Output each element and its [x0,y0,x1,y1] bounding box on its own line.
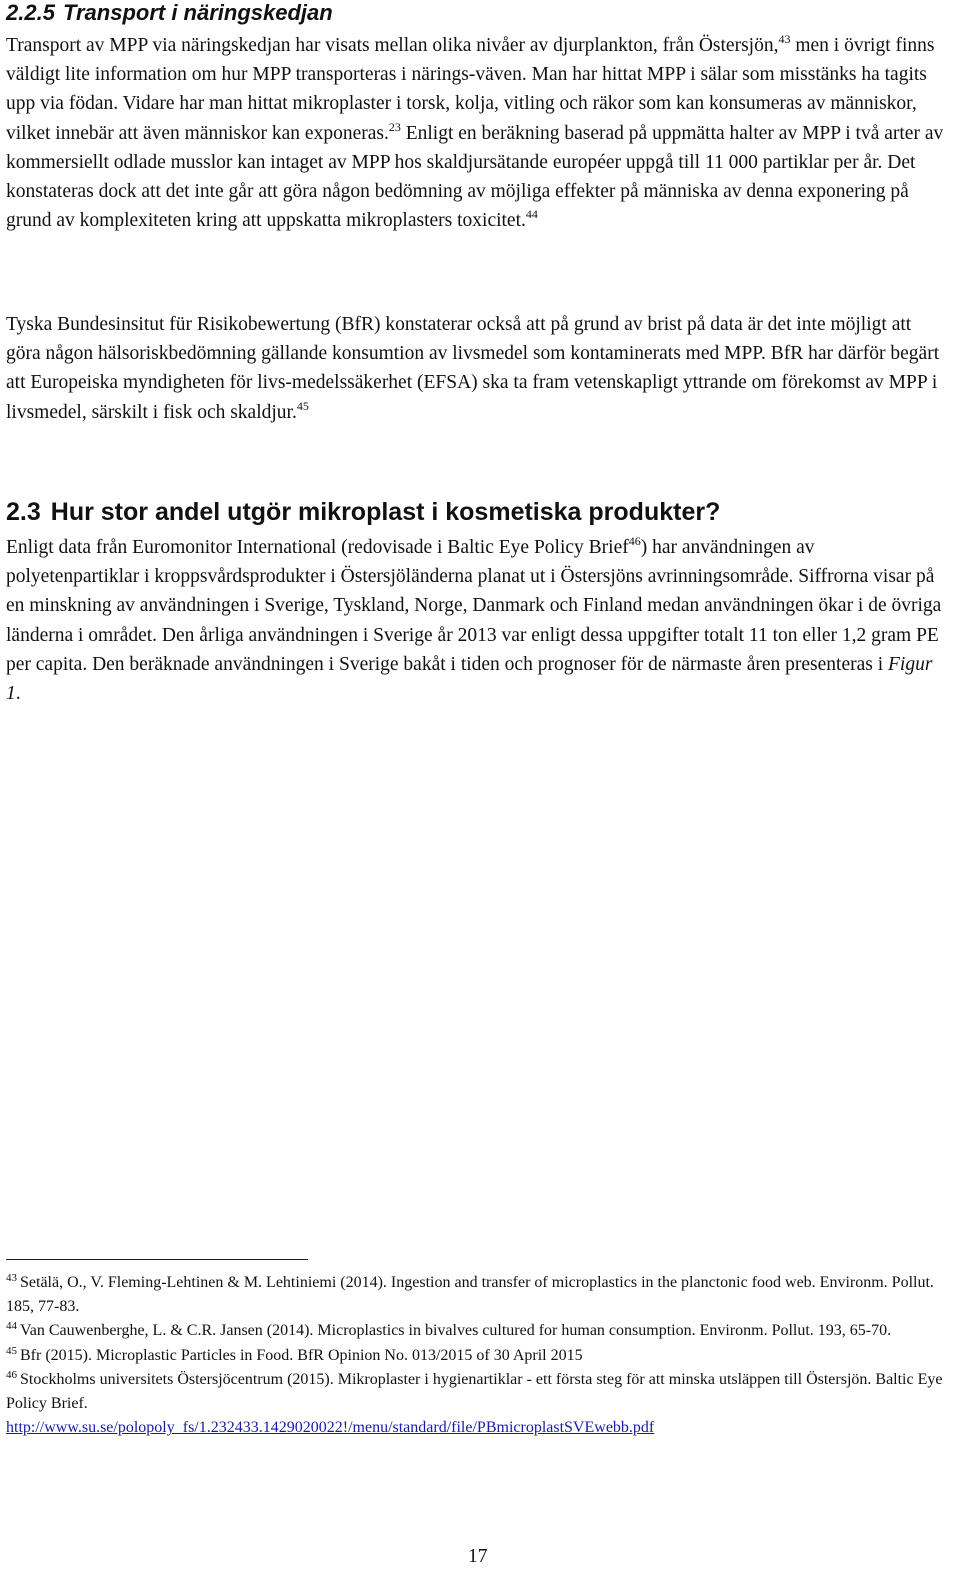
section-number: 2.2.5 [6,0,55,25]
footnote-ref-45[interactable]: 45 [296,398,309,413]
section-number: 2.3 [6,498,41,526]
footnote-ref-43[interactable]: 43 [778,32,791,46]
footnote-ref-44[interactable]: 44 [525,207,538,222]
paragraph-text: men i övrigt finns väldigt lite information om hur MPP transporteras i närings-väven. Man har hittat MPP i sälar som misstänks ha tagits upp via födan. Vidare har man hittat mikroplaster i torsk, kolja, vitling och räkor som kan konsumeras av människor, vilket innebär att även människor kan exponeras. [6,35,935,144]
paragraph-text: Tyska Bundesinsitut für Risikobewertung (BfR) konstaterar också att på grund av brist på data är det inte möjligt att göra någon hälsoriskbedömning gällande konsumtion av livsmedel som kontaminerats med MPP. BfR har därför begärt att Europeiska myndigheten för livs-medelssäkerhet (EFSA) ska ta fram vetenskapligt yttrande om förekomst av MPP i livsmedel, särskilt i fisk och skaldjur. [6,314,940,423]
section-title: Transport i näringskedjan [62,0,333,25]
footnote-text: Van Cauwenberghe, L. & C.R. Jansen (2014). Microplastics in bivalves cultured for human consumption. Environm. Pollut. 193, 65-70. [20,1322,892,1340]
figure-reference[interactable]: Figur 1 [6,653,933,705]
footnote-46 [6,1368,950,1441]
footnote-number: 45 [6,1344,17,1357]
footnote-ref-46[interactable]: 46 [628,534,641,548]
footnote-ref-23[interactable]: 23 [388,119,401,134]
footnote-link[interactable]: http://www.su.se/polopoly_fs/1.232433.1429020022!/menu/standard/file/PBmicroplastSVEwebb.pdf [6,1419,655,1437]
footnote-45 [6,1344,950,1368]
section-heading-2-2-5 [6,0,333,26]
footnote-list [6,1271,950,1440]
paragraph-bfr [6,310,950,427]
footnote-44 [6,1319,950,1343]
paragraph-text: . [15,683,21,705]
paragraph-euromonitor [6,533,950,708]
footnote-number: 46 [6,1368,17,1381]
paragraph-text: Enligt data från Euromonitor International (redovisade i Baltic Eye Policy Brief [6,537,629,558]
paragraph-text: ) har användningen av polyetenpartiklar i kroppsvårdsprodukter i Östersjöländerna planat ut i Östersjöns avrinningsområde. Siffrorna visar på en minskning av användningen i Sverige, Tyskland, Norge, Danmark och Finland medan användningen ökar i de övriga länderna i området. Den årliga användningen i Sverige år 2013 var enligt dessa uppgifter totalt 11 ton eller 1,2 gram PE per capita. Den beräknade användningen i Sverige bakåt i tiden och prognoser för de närmaste åren presenteras i [6,537,942,675]
page-number: 17 [468,1546,488,1567]
footnote-text: Stockholms universitets Östersjöcentrum (2015). Mikroplaster i hygienartiklar - ett första steg för att minska utsläppen till Östersjön. Baltic Eye Policy Brief. [6,1370,943,1413]
footnote-43 [6,1271,950,1319]
section-heading-2-3 [6,497,720,527]
paragraph-text: Enligt en beräkning baserad på uppmätta halter av MPP i två arter av kommersiellt odlade musslor kan intaget av MPP hos skaldjursätande européer uppgå till 11 000 partiklar per år. Det konstateras dock att det inte går att göra någon bedömning av möjliga effekter på människa av denna exponering på grund av komplexiteten kring att uppskatta mikroplasters toxicitet. [6,122,944,232]
footnote-number: 44 [6,1320,17,1333]
section-title: Hur stor andel utgör mikroplast i kosmetiska produkter? [50,498,721,526]
footnote-text: Setälä, O., V. Fleming-Lehtinen & M. Lehtiniemi (2014). Ingestion and transfer of microplastics in the planctonic food web. Environm. Pollut. 185, 77-83. [6,1274,934,1316]
footnote-text: Bfr (2015). Microplastic Particles in Food. BfR Opinion No. 013/2015 of 30 April 2015 [20,1346,583,1364]
paragraph-text: Transport av MPP via näringskedjan har visats mellan olika nivåer av djurplankton, från Östersjön, [6,35,779,56]
paragraph-transport [6,31,950,235]
footnote-number: 43 [6,1272,17,1284]
footnote-separator [6,1259,308,1260]
